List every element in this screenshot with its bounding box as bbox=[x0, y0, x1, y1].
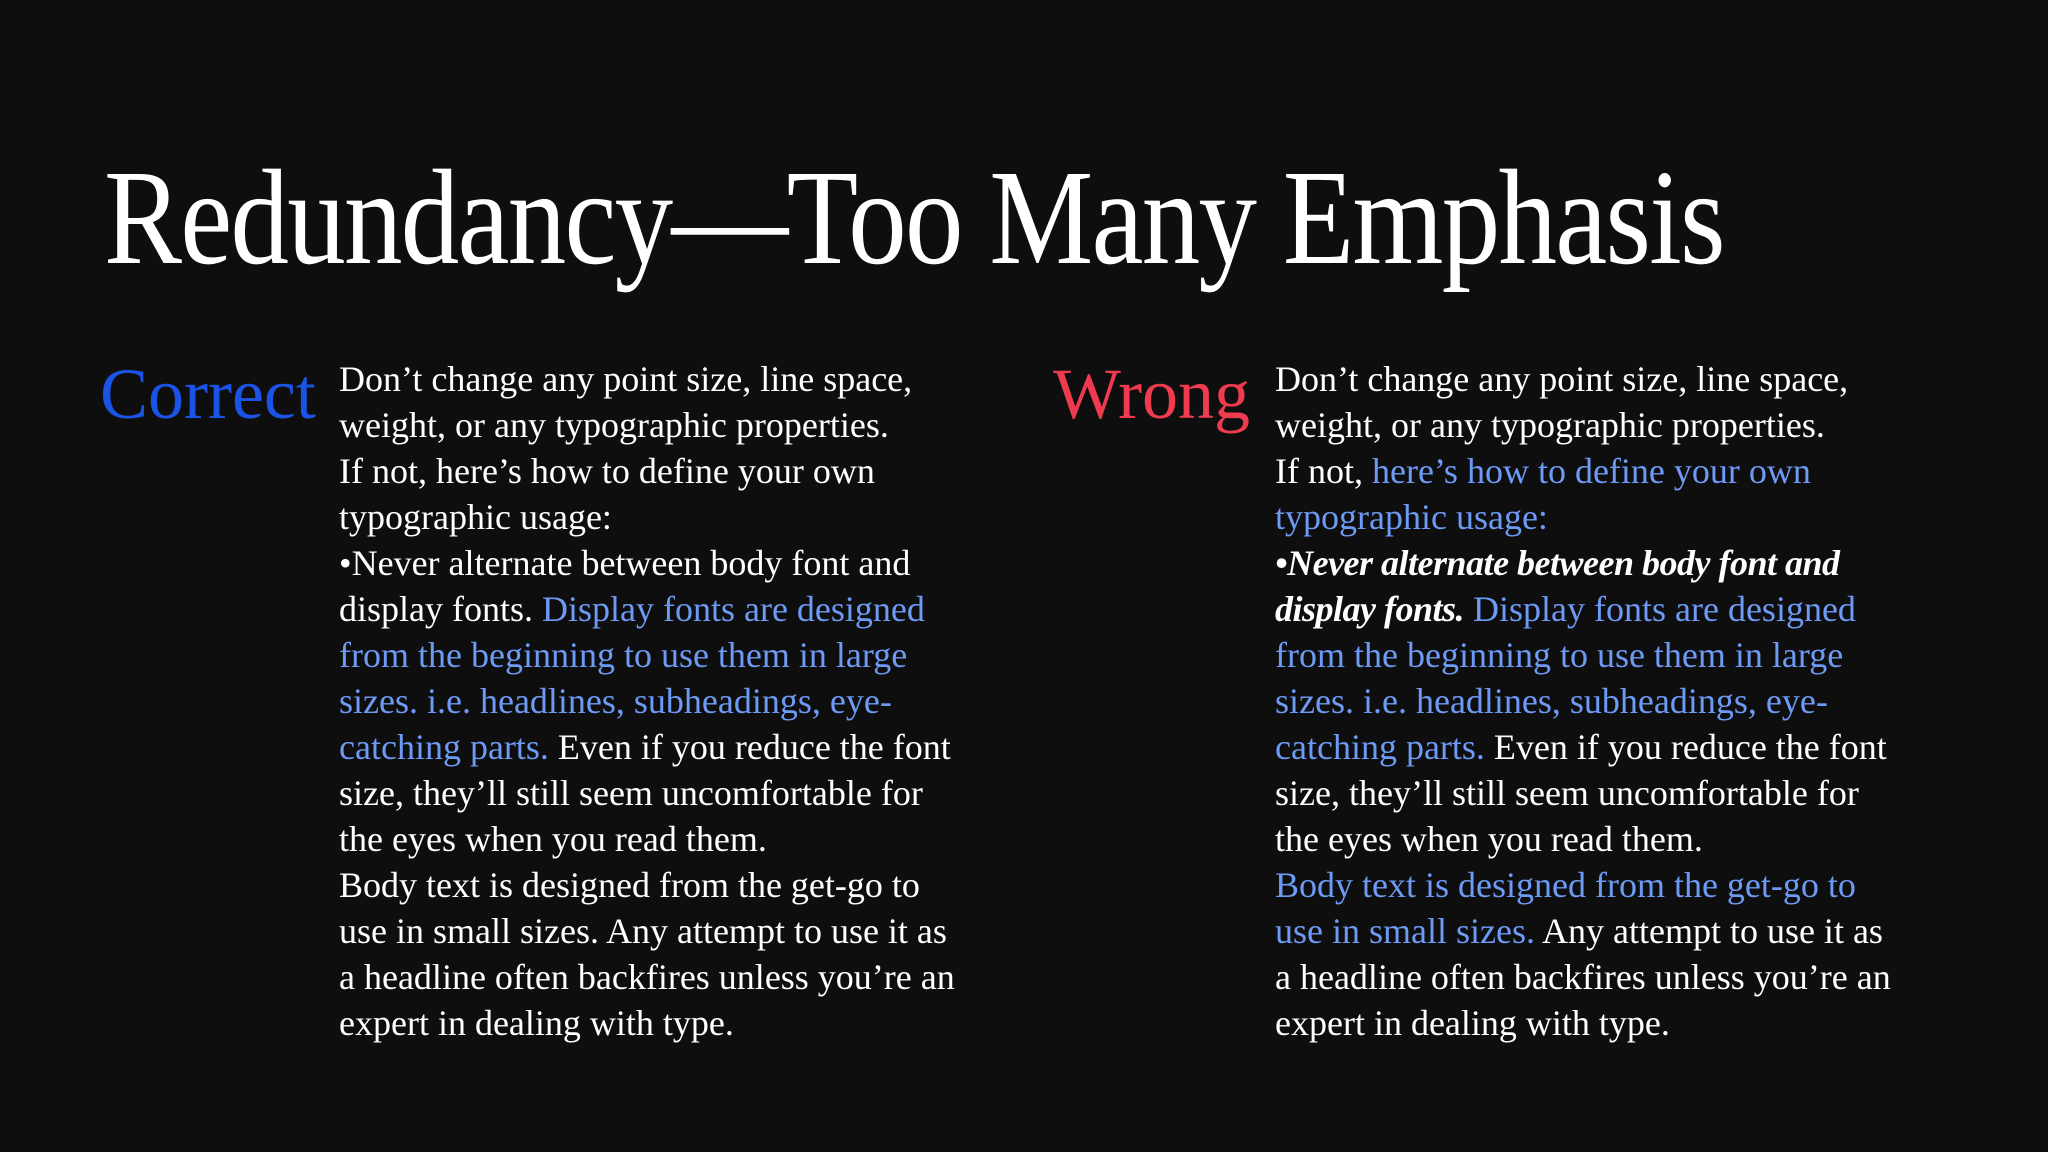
body-text: size, they’ll still seem uncomfortable for bbox=[1275, 773, 1859, 813]
wrong-body-text bbox=[1275, 356, 1955, 1046]
highlighted-text: here’s how to define your own bbox=[1371, 451, 1811, 491]
text-line bbox=[339, 678, 1019, 724]
highlighted-text: from the beginning to use them in large bbox=[339, 635, 908, 675]
text-line bbox=[339, 586, 1019, 632]
body-text: expert in dealing with type. bbox=[339, 1003, 734, 1043]
highlighted-text: from the beginning to use them in large bbox=[1275, 635, 1844, 675]
body-text: •Never alternate between body font and bbox=[339, 543, 911, 583]
body-text: weight, or any typographic properties. bbox=[339, 405, 889, 445]
text-line bbox=[339, 862, 1019, 908]
text-line bbox=[339, 448, 1019, 494]
text-line bbox=[1275, 356, 1955, 402]
body-text: a headline often backfires unless you’re an bbox=[1275, 957, 1891, 997]
text-line bbox=[339, 724, 1019, 770]
body-text: Don’t change any point size, line space, bbox=[1275, 359, 1849, 399]
body-text: use in small sizes. Any attempt to use it as bbox=[339, 911, 947, 951]
emphasized-text: display fonts. bbox=[1275, 589, 1465, 629]
body-text: If not, bbox=[1275, 451, 1372, 491]
body-text: Even if you reduce the font bbox=[548, 727, 951, 767]
text-line bbox=[1275, 678, 1955, 724]
highlighted-text: catching parts. bbox=[339, 727, 549, 767]
text-line bbox=[339, 356, 1019, 402]
body-text: weight, or any typographic properties. bbox=[1275, 405, 1825, 445]
text-line bbox=[1275, 540, 1955, 586]
text-line bbox=[1275, 770, 1955, 816]
body-text: display fonts. bbox=[339, 589, 542, 629]
text-line bbox=[1275, 586, 1955, 632]
correct-label: Correct bbox=[100, 354, 316, 434]
body-text: the eyes when you read them. bbox=[1275, 819, 1703, 859]
text-line bbox=[1275, 402, 1955, 448]
text-line bbox=[339, 402, 1019, 448]
text-line bbox=[1275, 908, 1955, 954]
body-text: Body text is designed from the get-go to bbox=[339, 865, 920, 905]
correct-body-text bbox=[339, 356, 1019, 1046]
body-text: typographic usage: bbox=[339, 497, 612, 537]
body-text: Even if you reduce the font bbox=[1484, 727, 1887, 767]
text-line bbox=[339, 540, 1019, 586]
text-line bbox=[339, 770, 1019, 816]
body-text: Any attempt to use it as bbox=[1534, 911, 1883, 951]
body-text: size, they’ll still seem uncomfortable for bbox=[339, 773, 923, 813]
text-line bbox=[1275, 632, 1955, 678]
emphasized-text: •Never alternate between body font and bbox=[1275, 543, 1840, 583]
body-text: expert in dealing with type. bbox=[1275, 1003, 1670, 1043]
text-line bbox=[1275, 862, 1955, 908]
highlighted-text: typographic usage: bbox=[1275, 497, 1548, 537]
text-line bbox=[1275, 724, 1955, 770]
text-line bbox=[1275, 494, 1955, 540]
text-line bbox=[1275, 816, 1955, 862]
body-text: If not, here’s how to define your own bbox=[339, 451, 875, 491]
highlighted-text: Body text is designed from the get-go to bbox=[1275, 865, 1856, 905]
text-line bbox=[339, 1000, 1019, 1046]
slide-title: Redundancy—Too Many Emphasis bbox=[104, 143, 1724, 293]
highlighted-text: Display fonts are designed bbox=[1464, 589, 1856, 629]
body-text: a headline often backfires unless you’re an bbox=[339, 957, 955, 997]
body-text: Don’t change any point size, line space, bbox=[339, 359, 913, 399]
text-line bbox=[339, 816, 1019, 862]
wrong-label: Wrong bbox=[1053, 354, 1251, 434]
text-line bbox=[339, 494, 1019, 540]
highlighted-text: use in small sizes. bbox=[1275, 911, 1535, 951]
text-line bbox=[339, 954, 1019, 1000]
highlighted-text: catching parts. bbox=[1275, 727, 1485, 767]
highlighted-text: sizes. i.e. headlines, subheadings, eye- bbox=[339, 681, 892, 721]
text-line bbox=[339, 632, 1019, 678]
text-line bbox=[1275, 954, 1955, 1000]
highlighted-text: sizes. i.e. headlines, subheadings, eye- bbox=[1275, 681, 1828, 721]
text-line bbox=[339, 908, 1019, 954]
highlighted-text: Display fonts are designed bbox=[542, 589, 925, 629]
body-text: the eyes when you read them. bbox=[339, 819, 767, 859]
text-line bbox=[1275, 1000, 1955, 1046]
text-line bbox=[1275, 448, 1955, 494]
